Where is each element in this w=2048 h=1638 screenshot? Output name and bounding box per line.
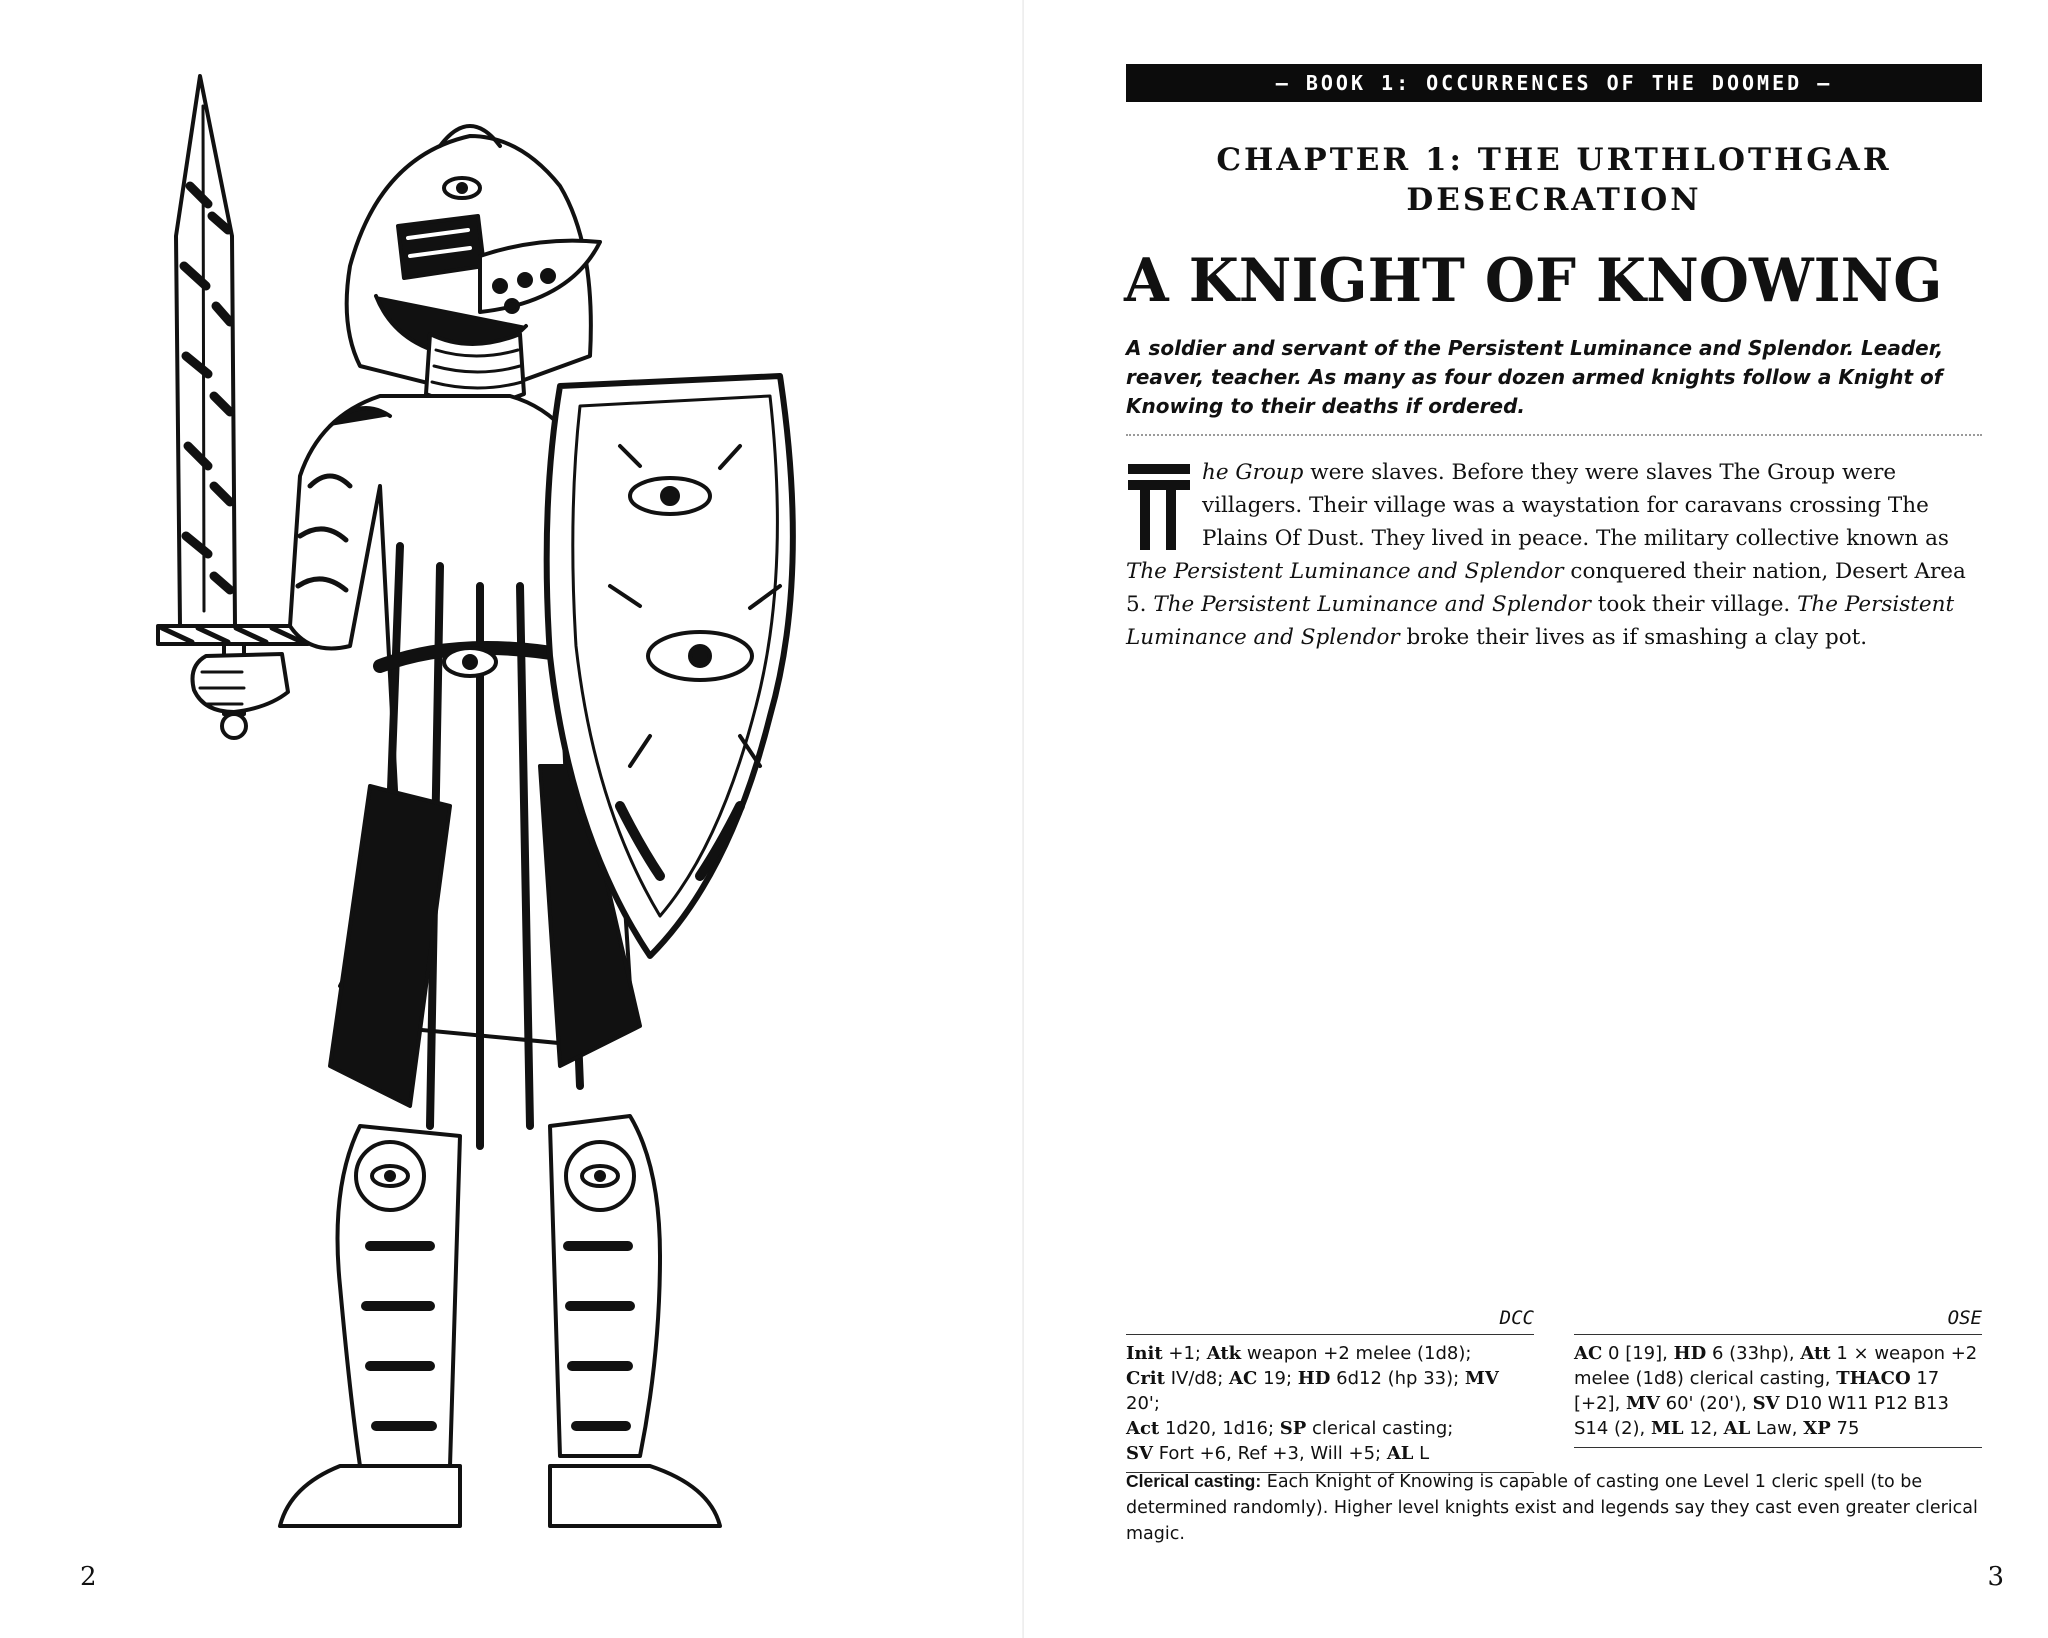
stat-value: clerical casting; [1306, 1418, 1454, 1439]
stat-key: AC [1574, 1343, 1603, 1364]
stat-key: Act [1126, 1418, 1160, 1439]
stat-key: AL [1386, 1443, 1414, 1464]
ose-stats [1574, 1335, 1982, 1448]
dcc-stat-block [1126, 1306, 1534, 1473]
stat-key: AC [1229, 1368, 1258, 1389]
right-page [1024, 0, 2048, 1638]
ose-stat-block [1574, 1306, 1982, 1448]
stat-value: IV/d8; [1164, 1368, 1230, 1389]
stat-value: weapon +2 melee (1d8); [1241, 1343, 1472, 1364]
stat-value: Law, [1750, 1418, 1804, 1439]
stat-value: 19; [1257, 1368, 1298, 1389]
stat-key: SP [1279, 1418, 1307, 1439]
clerical-casting-note [1126, 1468, 2006, 1547]
body-text-run: took their village. [1590, 592, 1798, 617]
book-banner: — BOOK 1: OCCURRENCES OF THE DOOMED — [1126, 64, 1982, 102]
stat-key: Init [1126, 1343, 1163, 1364]
stat-value: 1d20, 1d16; [1159, 1418, 1280, 1439]
stat-key: THACO [1836, 1368, 1911, 1389]
dcc-stats [1126, 1335, 1534, 1473]
entry-body [1126, 456, 1982, 654]
stat-value: 75 [1830, 1418, 1860, 1439]
stat-value: Fort +6, Ref +3, Will +5; [1152, 1443, 1387, 1464]
clerical-casting-text: Each Knight of Knowing is capable of casting one Level 1 cleric spell (to be determined randomly). Higher level knights exist and legends say they cast even greater clerical magic. [1126, 1472, 1978, 1544]
stat-key: HD [1673, 1343, 1707, 1364]
body-text-run: The Persistent Luminance and Splendor [1126, 592, 1955, 650]
entry-title: A KNIGHT OF KNOWING [1124, 246, 1943, 316]
stat-value: 6 (33hp), [1706, 1343, 1801, 1364]
stat-value: +1; [1162, 1343, 1207, 1364]
clerical-casting-label: Clerical casting: [1126, 1471, 1262, 1491]
stat-value: 0 [19], [1602, 1343, 1674, 1364]
stat-key: AL [1723, 1418, 1751, 1439]
stat-value: L [1413, 1443, 1430, 1464]
body-text-run: broke their lives as if smashing a clay pot. [1399, 625, 1868, 650]
body-text-run: were slaves. Before they were slaves The Group were villagers. Their village was a waystation for caravans crossing The Plains Of Dust. They lived in peace. The military collective known as [1202, 460, 1949, 551]
stat-key: SV [1752, 1393, 1780, 1414]
knight-illustration-icon [140, 66, 840, 1536]
page-number-right: 3 [1987, 1562, 2004, 1592]
dcc-label: DCC [1126, 1306, 1534, 1335]
stat-key: Att [1800, 1343, 1831, 1364]
page-number-left: 2 [80, 1562, 97, 1592]
stat-key: SV [1126, 1443, 1153, 1464]
stat-key: ML [1651, 1418, 1684, 1439]
stat-key: Crit [1126, 1368, 1165, 1389]
dropcap-t-icon [1126, 462, 1192, 554]
entry-tagline: A soldier and servant of the Persistent Luminance and Splendor. Leader, reaver, teacher. As many as four dozen armed knights follow a Knight of Knowing to their deaths if ordered. [1126, 336, 1944, 418]
stat-value: 60' (20'), [1659, 1393, 1753, 1414]
ose-label: OSE [1574, 1306, 1982, 1335]
stat-key: MV [1464, 1368, 1499, 1389]
section-divider [1126, 434, 1982, 436]
body-text-run: The Persistent Luminance and Splendor [1126, 559, 1564, 584]
stat-key: Atk [1206, 1343, 1242, 1364]
stat-value: 20'; [1126, 1393, 1160, 1414]
stat-value: D10 W11 P12 B13 S14 (2), [1574, 1393, 1949, 1439]
body-text-run: The Persistent Luminance and Splendor [1153, 592, 1591, 617]
stat-key: MV [1626, 1393, 1660, 1414]
stat-value: 1 × weapon +2 melee (1d8) clerical casting, [1574, 1343, 1978, 1389]
stat-value: 17 [+2], [1574, 1368, 1940, 1414]
body-text-run: he Group [1202, 460, 1304, 485]
stat-key: HD [1297, 1368, 1331, 1389]
body-text-run: conquered their nation, Desert Area 5. [1126, 559, 1966, 617]
stat-key: XP [1803, 1418, 1831, 1439]
stat-value: 6d12 (hp 33); [1330, 1368, 1465, 1389]
stat-value: 12, [1683, 1418, 1724, 1439]
chapter-title: CHAPTER 1: THE URTHLOTHGAR DESECRATION [1216, 142, 1892, 218]
